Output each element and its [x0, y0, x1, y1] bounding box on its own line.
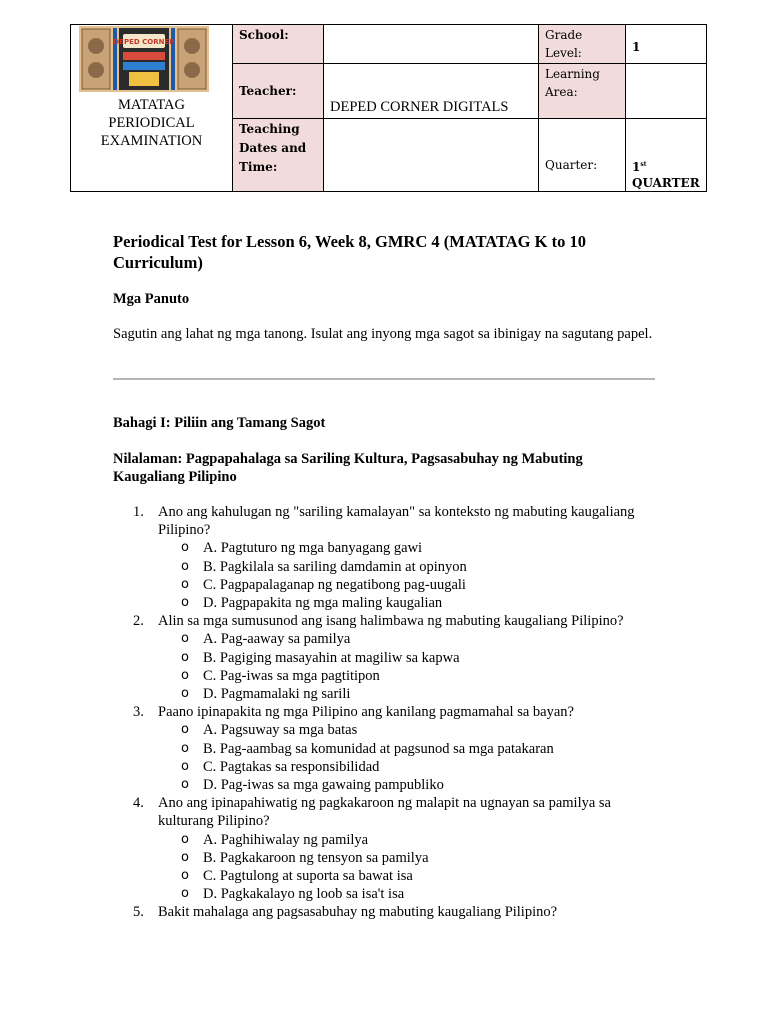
school-value[interactable] [324, 25, 539, 64]
answer-option[interactable] [113, 594, 658, 612]
learning-area-label: Learning Area: [539, 64, 626, 119]
part-heading: Bahagi I: Piliin ang Tamang Sagot [113, 415, 326, 431]
quarter-word: QUARTER [632, 176, 700, 190]
answer-option[interactable] [113, 685, 658, 703]
option-text: A. Pagsuway sa mga batas [203, 722, 358, 739]
question-list [113, 503, 658, 922]
option-text: D. Pag-iwas sa mga gawaing pampubliko [203, 777, 444, 794]
teaching-dates-label-line: Time: [239, 160, 278, 174]
teaching-dates-label-line: Dates and [239, 141, 307, 155]
quarter-suffix: st [640, 161, 647, 168]
answer-option[interactable] [113, 740, 658, 758]
option-text: B. Pagkilala sa sariling damdamin at opinyon [203, 558, 467, 575]
option-text: B. Pagkakaroon ng tensyon sa pamilya [203, 849, 429, 866]
answer-option[interactable] [113, 539, 658, 557]
header-table [70, 24, 707, 192]
bullet-icon: o [181, 631, 189, 647]
document-title: Periodical Test for Lesson 6, Week 8, GMRC 4 (MATATAG K to 10 Curriculum) [113, 232, 586, 272]
teaching-dates-label-line: Teaching [239, 122, 300, 136]
logo-text: DEPED CORNER [113, 38, 175, 46]
teacher-cell[interactable] [324, 64, 539, 119]
answer-option[interactable] [113, 867, 658, 885]
grade-level-cell[interactable] [626, 25, 707, 64]
question-text: Paano ipinapakita ng mga Pilipino ang kanilang pagmamahal sa bayan? [158, 704, 574, 721]
option-text: D. Pagmamalaki ng sarili [203, 686, 351, 703]
question-item [113, 612, 658, 630]
option-text: C. Pag-iwas sa mga pagtitipon [203, 667, 380, 684]
answer-option[interactable] [113, 649, 658, 667]
answer-option[interactable] [113, 758, 658, 776]
quarter-cell[interactable] [626, 119, 707, 192]
question-number: 5. [133, 904, 144, 921]
question-text: Bakit mahalaga ang pagsasabuhay ng mabuting kaugaliang Pilipino? [158, 904, 558, 921]
grade-level-value: 1 [632, 40, 641, 54]
question-number: 1. [133, 504, 144, 520]
quarter-number: 1 [632, 160, 641, 174]
learning-area-value[interactable] [626, 64, 707, 119]
instructions-heading: Mga Panuto [113, 291, 190, 307]
bullet-icon: o [181, 540, 189, 556]
option-text: C. Pagtulong at suporta sa bawat isa [203, 868, 413, 885]
question-item [113, 503, 658, 539]
bullet-icon: o [181, 686, 189, 702]
question-item [113, 794, 658, 830]
bullet-icon: o [181, 886, 189, 902]
answer-option[interactable] [113, 721, 658, 739]
deped-corner-logo [79, 26, 209, 92]
bullet-icon: o [181, 777, 189, 793]
bullet-icon: o [181, 849, 189, 865]
question-number: 4. [133, 795, 144, 812]
teacher-label: Teacher: [233, 64, 324, 119]
option-text: A. Paghihiwalay ng pamilya [203, 831, 369, 848]
answer-option[interactable] [113, 576, 658, 594]
answer-option[interactable] [113, 776, 658, 794]
bullet-icon: o [181, 758, 189, 774]
logo-title-cell [71, 25, 233, 192]
answer-option[interactable] [113, 885, 658, 903]
answer-option[interactable] [113, 831, 658, 849]
question-text: Alin sa mga sumusunod ang isang halimbawa ng mabuting kaugaliang Pilipino? [158, 613, 624, 630]
question-number: 2. [133, 613, 144, 630]
bullet-icon: o [181, 595, 189, 611]
quarter-label-cell [539, 119, 626, 192]
divider [113, 378, 655, 380]
quarter-label: Quarter: [545, 158, 598, 172]
school-label: School: [233, 25, 324, 64]
instructions-text: Sagutin ang lahat ng mga tanong. Isulat ang inyong mga sagot sa ibinigay na sagutang papel. [113, 326, 653, 342]
question-text: Ano ang kahulugan ng "sariling kamalayan" sa konteksto ng mabuting kaugaliang Pilipino? [158, 504, 635, 539]
exam-title [71, 96, 232, 150]
option-text: D. Pagpapakita ng mga maling kaugalian [203, 595, 443, 612]
bullet-icon: o [181, 740, 189, 756]
exam-title-line: EXAMINATION [100, 133, 203, 149]
option-text: C. Pagtakas sa responsibilidad [203, 758, 380, 775]
teaching-dates-label [233, 119, 324, 192]
option-text: B. Pag-aambag sa komunidad at pagsunod sa mga patakaran [203, 740, 554, 757]
teacher-value: DEPED CORNER DIGITALS [330, 99, 509, 115]
option-text: C. Pagpapalaganap ng negatibong pag-uugali [203, 576, 466, 593]
bullet-icon: o [181, 576, 189, 592]
bullet-icon: o [181, 868, 189, 884]
question-item [113, 703, 658, 721]
exam-title-line: PERIODICAL [108, 115, 195, 131]
quarter-value [626, 119, 706, 191]
option-text: A. Pagtuturo ng mga banyagang gawi [203, 540, 423, 557]
bullet-icon: o [181, 667, 189, 683]
option-text: A. Pag-aaway sa pamilya [203, 631, 351, 648]
option-text: B. Pagiging masayahin at magiliw sa kapwa [203, 649, 460, 666]
answer-option[interactable] [113, 667, 658, 685]
topic-heading: Nilalaman: Pagpapahalaga sa Sariling Kultura, Pagsasabuhay ng Mabuting Kaugaliang Pilipino [113, 451, 583, 485]
answer-option[interactable] [113, 558, 658, 576]
question-item [113, 903, 658, 921]
bullet-icon: o [181, 722, 189, 738]
teaching-dates-value[interactable] [324, 119, 539, 192]
grade-level-label: Grade Level: [539, 25, 626, 64]
answer-option[interactable] [113, 630, 658, 648]
question-number: 3. [133, 704, 144, 721]
answer-option[interactable] [113, 849, 658, 867]
question-text: Ano ang ipinapahiwatig ng pagkakaroon ng malapit na ugnayan sa pamilya sa kulturang Pilipino? [158, 795, 611, 830]
bullet-icon: o [181, 649, 189, 665]
bullet-icon: o [181, 831, 189, 847]
exam-title-line: MATATAG [118, 97, 185, 113]
option-text: D. Pagkakalayo ng loob sa isa't isa [203, 886, 405, 903]
bullet-icon: o [181, 558, 189, 574]
